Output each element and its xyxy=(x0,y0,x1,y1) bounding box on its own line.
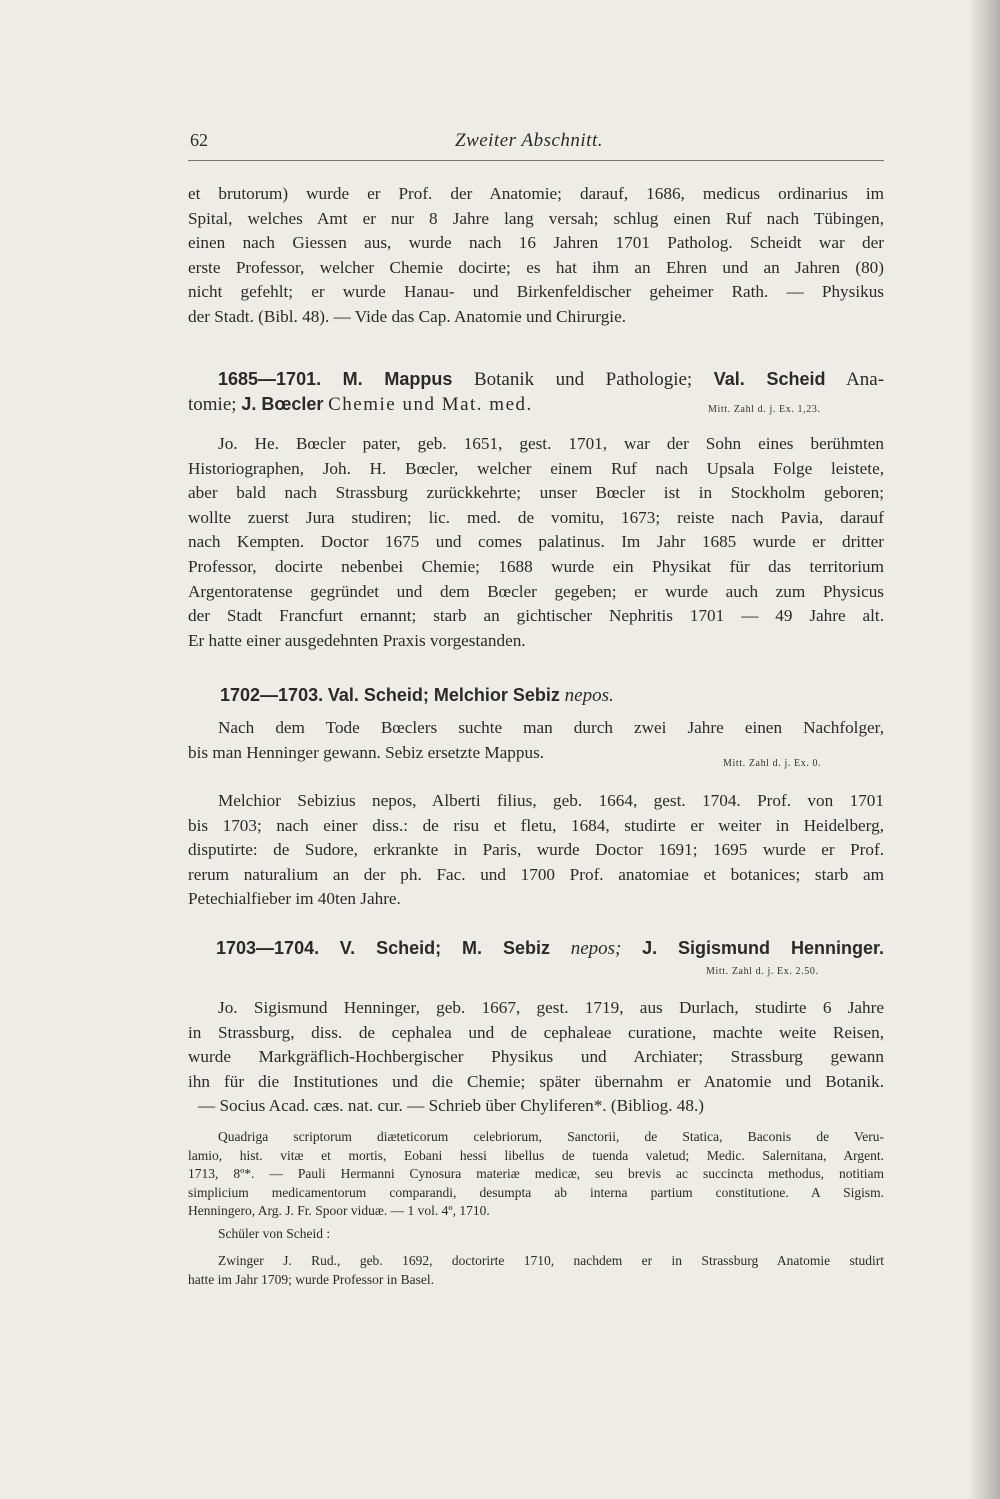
text-line: bis 1703; nach einer diss.: de risu et fletu, 1684, studirte er weiter in Heidelberg, xyxy=(188,815,884,835)
text-line: erste Professor, welcher Chemie docirte; es hat ihm an Ehren und an Jahren (80) xyxy=(188,257,884,277)
text-line: aber bald nach Strassburg zurückkehrte; unser Bœcler ist in Stockholm geboren; xyxy=(188,483,884,503)
footnote-line: 1713, 8º*. — Pauli Hermanni Cynosura materiæ medicæ, seu brevis ac succincta methodus, notitiam xyxy=(188,1166,884,1181)
paragraph-boecler xyxy=(188,432,884,653)
paragraph-henninger xyxy=(188,996,884,1119)
text-line: Historiographen, Joh. H. Bœcler, welcher einem Ruf nach Upsala Folge leistete, xyxy=(188,458,884,478)
heading-line xyxy=(188,367,884,392)
heading-years: 1702—1703. xyxy=(220,685,324,705)
text-line: der Stadt. (Bibl. 48). — Vide das Cap. Anatomie und Chirurgie. xyxy=(188,306,626,326)
heading-line xyxy=(188,936,884,961)
page-spine-shadow xyxy=(968,0,1000,1499)
text-line: nicht gefehlt; er wurde Hanau- und Birkenfeldischer geheimer Rath. — Physikus xyxy=(188,282,884,302)
text-line: Argentoratense gegründet und dem Bœcler gegeben; er wurde auch zum Physicus xyxy=(188,581,884,601)
text-line: einen nach Giessen aus, wurde nach 16 Jahren 1701 Patholog. Scheidt war der xyxy=(188,233,884,253)
heading-line xyxy=(188,683,884,708)
subheading-line: Schüler von Scheid : xyxy=(218,1226,331,1241)
heading-nepos: nepos. xyxy=(564,685,614,706)
heading-years: 1685—1701. xyxy=(218,369,322,389)
running-title: Zweiter Abschnitt. xyxy=(455,130,603,151)
footnote-line: hatte im Jahr 1709; wurde Professor in Basel. xyxy=(188,1271,434,1287)
mitt-note: Mitt. Zahl d. j. Ex. 2.50. xyxy=(706,966,819,977)
text-line: Spital, welches Amt er nur 8 Jahre lang versah; schlug einen Ruf nach Tübingen, xyxy=(188,208,884,228)
heading-name: M. Mappus xyxy=(342,369,453,389)
text-line: disputirte: de Sudore, erkrankte in Paris, wurde Doctor 1691; 1695 wurde er Prof. xyxy=(188,840,884,860)
bibliography-footnote xyxy=(188,1128,884,1221)
paragraph-sebizius xyxy=(188,789,884,912)
footnote-line: simplicium medicamentorum comparandi, desumpta ab interna partium constitutione. A Sigism. xyxy=(188,1184,884,1200)
text-line: Melchior Sebizius nepos, Alberti filius, geb. 1664, gest. 1704. Prof. von 1701 xyxy=(218,791,884,810)
heading-name: Val. Scheid; Melchior Sebiz xyxy=(327,685,560,705)
mitt-note: Mitt. Zahl d. j. Ex. 0. xyxy=(723,758,822,769)
schueler-entry xyxy=(188,1252,884,1289)
text-line: nach Kempten. Doctor 1675 und comes palatinus. Im Jahr 1685 wurde er dritter xyxy=(188,532,884,552)
footnote-line: Henningero, Arg. J. Fr. Spoor viduæ. — 1 vol. 4º, 1710. xyxy=(188,1203,490,1218)
text-line: wurde Markgräflich-Hochbergischer Physikus und Archiater; Strassburg gewann xyxy=(188,1047,884,1067)
page-number: 62 xyxy=(190,130,208,150)
heading-name: J. Sigismund Henninger. xyxy=(642,938,885,958)
section-heading-1703 xyxy=(188,936,884,961)
mitt-note: Mitt. Zahl d. j. Ex. 1,23. xyxy=(708,404,821,415)
heading-subject: Botanik und Pathologie; xyxy=(473,369,693,390)
header-rule xyxy=(188,160,884,161)
heading-subject: Chemie und Mat. med. xyxy=(328,394,533,415)
heading-name: V. Scheid; M. Sebiz xyxy=(339,938,551,958)
footnote-line: Quadriga scriptorum diæteticorum celebriorum, Sanctorii, de Statica, Baconis de Veru- xyxy=(218,1129,884,1144)
text-line: et brutorum) wurde er Prof. der Anatomie; darauf, 1686, medicus ordinarius im xyxy=(188,184,884,203)
heading-name: Val. Scheid xyxy=(713,369,826,389)
section-heading-1702 xyxy=(188,683,884,708)
heading-nepos: nepos; xyxy=(570,938,622,959)
heading-name: J. Bœcler xyxy=(241,394,324,414)
text-line: Jo. Sigismund Henninger, geb. 1667, gest. 1719, aus Durlach, studirte 6 Jahre xyxy=(218,998,884,1017)
schueler-heading xyxy=(188,1225,884,1244)
text-line: der Stadt Francfurt ernannt; starb an gichtischer Nephritis 1701 — 49 Jahre alt. xyxy=(188,606,884,626)
text-line: wollte zuerst Jura studiren; lic. med. de vomitu, 1673; reiste nach Pavia, darauf xyxy=(188,507,884,527)
heading-subject: Ana- xyxy=(846,369,885,390)
text-line: Er hatte einer ausgedehnten Praxis vorgestanden. xyxy=(188,630,526,650)
text-line: — Socius Acad. cæs. nat. cur. — Schrieb über Chyliferen*. (Bibliog. 48.) xyxy=(198,1096,704,1116)
text-line: Jo. He. Bœcler pater, geb. 1651, gest. 1701, war der Sohn eines berühmten xyxy=(218,434,884,453)
text-line: bis man Henninger gewann. Sebiz ersetzte Mappus. xyxy=(188,742,545,762)
footnote-line: lamio, hist. vitæ et mortis, Eobani hessi libellus de tuenda valetud; Medic. Salernitana, Argent. xyxy=(188,1147,884,1163)
heading-years: 1703—1704. xyxy=(216,938,320,958)
heading-subject: tomie; xyxy=(188,394,237,415)
text-line: Nach dem Tode Bœclers suchte man durch zwei Jahre einen Nachfolger, xyxy=(218,718,884,737)
text-line: rerum naturalium an der ph. Fac. und 1700 Prof. anatomiae et botanices; starb am xyxy=(188,864,884,884)
text-line: Petechialfieber im 40ten Jahre. xyxy=(188,889,401,909)
text-line: ihn für die Institutiones und die Chemie; später übernahm er Anatomie und Botanik. xyxy=(188,1071,884,1091)
text-line: Professor, docirte nebenbei Chemie; 1688 wurde ein Physikat für das territorium xyxy=(188,556,884,576)
text-line: in Strassburg, diss. de cephalea und de cephaleae curatione, machte weite Reisen, xyxy=(188,1022,884,1042)
footnote-line: Zwinger J. Rud., geb. 1692, doctorirte 1710, nachdem er in Strassburg Anatomie studirt xyxy=(218,1253,884,1268)
paragraph-scheidt-continued xyxy=(188,182,884,330)
